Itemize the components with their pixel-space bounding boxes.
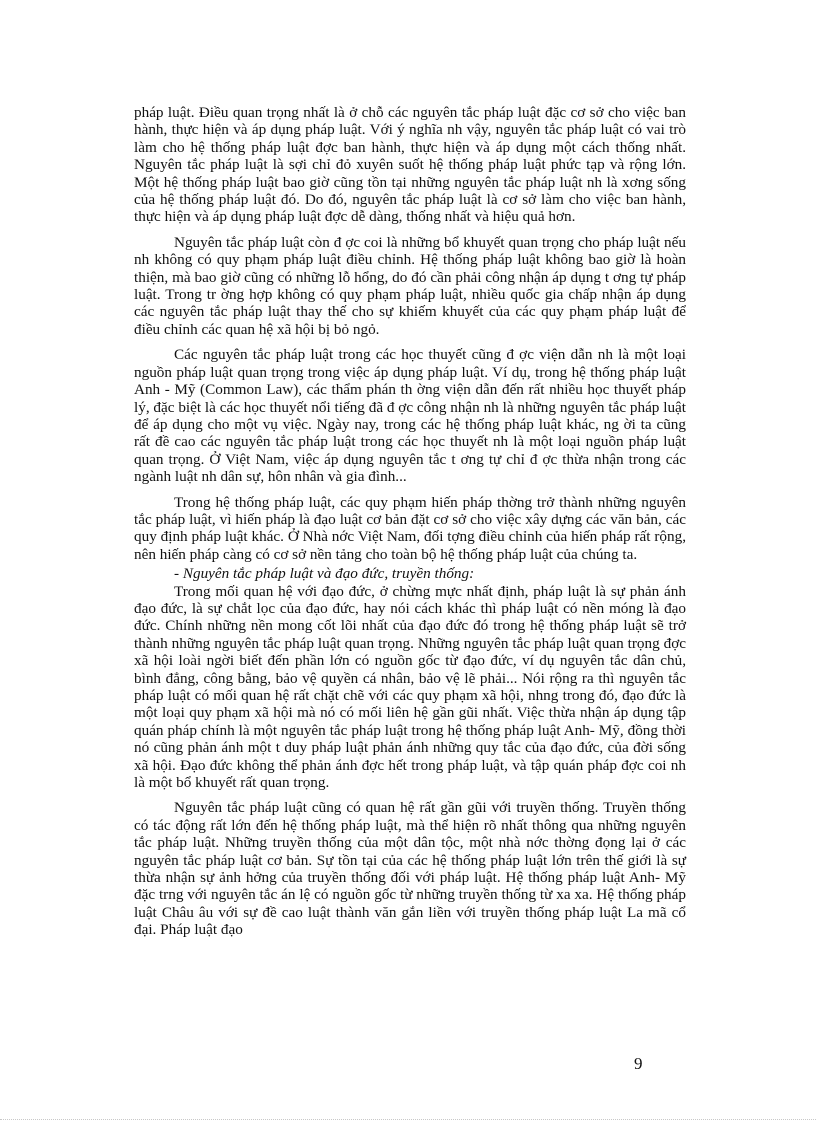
paragraph-3: Các nguyên tắc pháp luật trong các học thuyết cũng đ ợc viện dẫn nh là một loại nguồn pháp luật quan trọng trong việc áp dụng pháp luật. Ví dụ, trong hệ thống pháp luật Anh - Mỹ (Common Law), các thẩm phán th ờng viện dẫn đến rất nhiều học thuyết pháp lý, đặc biệt là các học thuyết nổi tiếng đã đ ợc công nhận nh là những nguyên tắc pháp luật để áp dụng cho một vụ việc. Ngày nay, trong các hệ thống pháp luật khác, ng ời ta cũng rất đề cao các nguyên tắc pháp luật trong các học thuyết nh là một loại nguồn pháp luật quan trọng. Ở Việt Nam, việc áp dụng nguyên tắc t ơng tự chỉ đ ợc thừa nhận trong các ngành luật nh dân sự, hôn nhân và gia đình... — [134, 346, 686, 486]
paragraph-6: Nguyên tắc pháp luật cũng có quan hệ rất gần gũi với truyền thống. Truyền thống có tác động rất lớn đến hệ thống pháp luật, mà thể hiện rõ nhất thông qua những nguyên tắc pháp luật. Những truyền thống của một dân tộc, một nhà nớc thờng đọng lại ở các nguyên tắc pháp luật cơ bản. Sự tồn tại của các hệ thống pháp luật lớn trên thế giới là sự thừa nhận sự ảnh hởng của truyền thống đối với pháp luật. Hệ thống pháp luật Anh- Mỹ đặc trng với nguyên tắc án lệ có nguồn gốc từ những truyền thống từ xa xa. Hệ thống pháp luật Châu âu với sự đề cao luật thành văn gắn liền với truyền thống pháp luật La mã cổ đại. Pháp luật đạo — [134, 799, 686, 939]
paragraph-5: Trong mối quan hệ với đạo đức, ở chừng mực nhất định, pháp luật là sự phản ánh đạo đức, là sự chắt lọc của đạo đức, hay nói cách khác thì pháp luật có nền móng là đạo đức. Chính những nền mong cốt lõi nhất của đạo đức đó trong hệ thống pháp luật sẽ trở thành những nguyên tắc pháp luật quan trọng. Những nguyên tắc pháp luật quan trọng đợc xã hội loài ngời biết đến phần lớn có nguồn gốc từ đạo đức, ví dụ nguyên tắc dân chủ, bình đẳng, công bằng, bảo vệ quyền cá nhân, bảo vệ lẽ phải... Nói rộng ra thì nguyên tắc pháp luật có mối quan hệ rất chặt chẽ với các quy phạm xã hội, nhng trong đó, đạo đức là một loại quy phạm xã hội mà nó có mối liên hệ gần gũi nhất. Việc thừa nhận áp dụng tập quán pháp chính là một nguyên tắc pháp luật trong hệ thống pháp luật Anh- Mỹ, đồng thời nó cũng phản ánh một t duy pháp luật phản ánh những quy tắc của đạo đức, của đời sống xã hội. Đạo đức không thể phản ánh đợc hết trong pháp luật, và tập quán pháp đợc coi nh là một bổ khuyết rất quan trọng. — [134, 582, 686, 792]
paragraph-4: Trong hệ thống pháp luật, các quy phạm hiến pháp thờng trở thành những nguyên tắc pháp luật, vì hiến pháp là đạo luật cơ bản đặt cơ sở cho việc xây dựng các văn bản, các quy định pháp luật khác. Ở Nhà nớc Việt Nam, đối tợng điều chỉnh của hiến pháp rất rộng, nên hiến pháp càng có cơ sở nền tảng cho toàn bộ hệ thống pháp luật của chúng ta. — [134, 493, 686, 563]
page-bottom-divider — [0, 1119, 816, 1120]
page-number: 9 — [634, 1054, 643, 1073]
section-subheading: - Nguyên tắc pháp luật và đạo đức, truyền thống: — [174, 565, 475, 583]
document-body — [134, 104, 686, 947]
paragraph-1: pháp luật. Điều quan trọng nhất là ở chỗ các nguyên tắc pháp luật đặc cơ sở cho việc ban hành, thực hiện và áp dụng pháp luật. Với ý nghĩa nh vậy, nguyên tắc pháp luật có vai trò làm cho hệ thống pháp luật đợc ban hành, thực hiện và áp dụng một cách thống nhất. Nguyên tắc pháp luật là sợi chỉ đỏ xuyên suốt hệ thống pháp luật phức tạp và rộng lớn. Một hệ thống pháp luật bao giờ cũng tồn tại những nguyên tắc pháp luật nh là xơng sống của hệ thống pháp luật đó. Do đó, nguyên tắc pháp luật là cơ sở làm cho việc ban hành, thực hiện và áp dụng pháp luật đợc dễ dàng, thống nhất và hiệu quả hơn. — [134, 104, 686, 226]
paragraph-2: Nguyên tắc pháp luật còn đ ợc coi là những bổ khuyết quan trọng cho pháp luật nếu nh không có quy phạm pháp luật điều chỉnh. Hệ thống pháp luật không bao giờ là hoàn thiện, mà bao giờ cũng có những lỗ hổng, do đó cần phải công nhận áp dụng t ơng tự pháp luật. Trong tr ờng hợp không có quy phạm pháp luật, nhiều quốc gia chấp nhận áp dụng các nguyên tắc pháp luật thay thế cho sự khiếm khuyết của các quy phạm pháp luật để điều chỉnh các quan hệ xã hội bị bỏ ngỏ. — [134, 233, 686, 338]
